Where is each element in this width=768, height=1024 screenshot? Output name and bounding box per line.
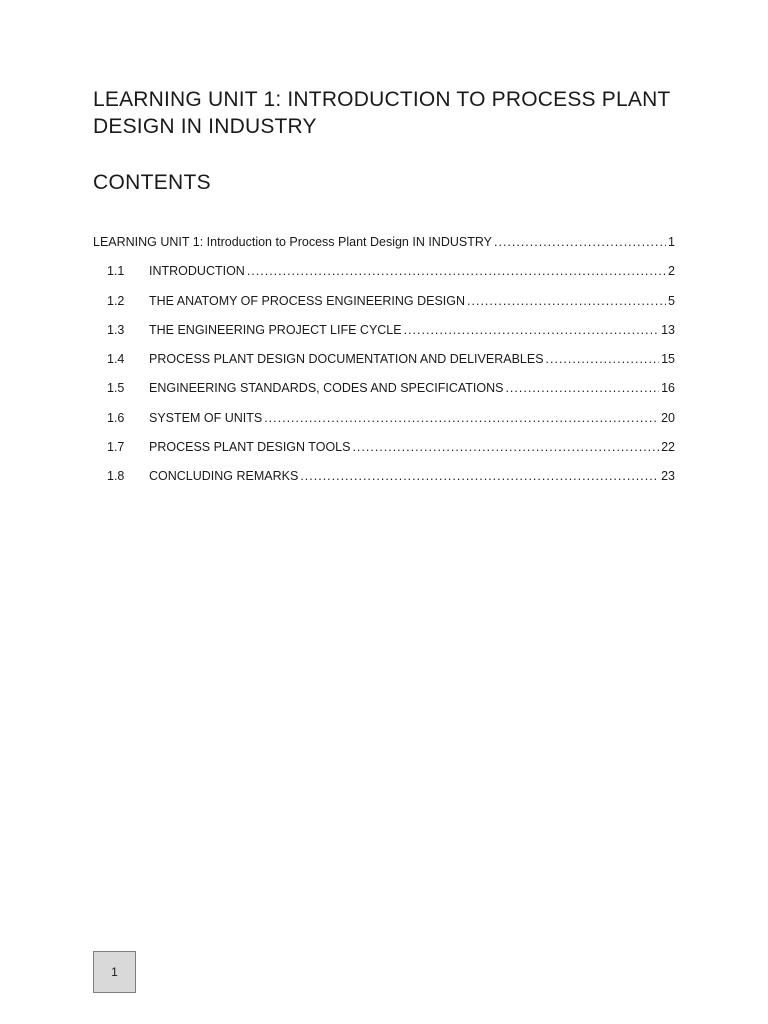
toc-entry-number: 1.3 xyxy=(107,322,125,337)
page-number: 1 xyxy=(111,965,118,979)
toc-entry-page: 20 xyxy=(661,410,675,425)
toc-dot-leader xyxy=(467,291,666,311)
toc-entry-page: 15 xyxy=(661,352,675,367)
contents-heading: CONTENTS xyxy=(93,171,211,194)
toc-entry-1-1[interactable] xyxy=(93,261,675,290)
toc-entry-page: 16 xyxy=(661,381,675,396)
toc-dot-leader xyxy=(494,232,666,252)
toc-entry-page: 1 xyxy=(668,235,675,249)
toc-entry-number: 1.1 xyxy=(107,264,125,279)
toc-entry-title: ENGINEERING STANDARDS, CODES AND SPECIFICATIONS xyxy=(149,381,504,396)
toc-dot-leader xyxy=(404,320,659,340)
toc-entry-1-7[interactable] xyxy=(93,437,675,466)
toc-entry-title: PROCESS PLANT DESIGN TOOLS xyxy=(149,440,351,455)
toc-entry-page: 13 xyxy=(661,322,675,337)
toc-entry-1-3[interactable] xyxy=(93,320,675,349)
toc-dot-leader xyxy=(546,349,660,369)
toc-entry-page: 2 xyxy=(668,264,675,279)
toc-dot-leader xyxy=(505,378,659,398)
page-number-box xyxy=(93,951,136,993)
toc-entry-title: PROCESS PLANT DESIGN DOCUMENTATION AND DELIVERABLES xyxy=(149,352,544,367)
toc-dot-leader xyxy=(264,408,659,428)
table-of-contents xyxy=(93,232,675,496)
toc-entry-page: 22 xyxy=(661,440,675,455)
toc-entry-number: 1.2 xyxy=(107,293,125,308)
toc-entry-page: 23 xyxy=(661,469,675,484)
toc-entry-1-6[interactable] xyxy=(93,408,675,437)
toc-entry-title: THE ANATOMY OF PROCESS ENGINEERING DESIGN xyxy=(149,293,466,308)
toc-entry-title: INTRODUCTION xyxy=(149,264,245,279)
toc-dot-leader xyxy=(247,261,666,281)
toc-entry-number: 1.6 xyxy=(107,410,125,425)
toc-entry-number: 1.5 xyxy=(107,381,125,396)
toc-entry-number: 1.8 xyxy=(107,469,125,484)
toc-entry-title: SYSTEM OF UNITS xyxy=(149,410,263,425)
toc-entry-1-4[interactable] xyxy=(93,349,675,378)
toc-entry-1-5[interactable] xyxy=(93,378,675,407)
toc-entry-title: LEARNING UNIT 1: Introduction to Process Plant Design IN INDUSTRY xyxy=(93,235,492,249)
toc-dot-leader xyxy=(300,466,659,486)
toc-entry-number: 1.4 xyxy=(107,352,125,367)
toc-entry-1-8[interactable] xyxy=(93,466,675,495)
toc-entry-1-2[interactable] xyxy=(93,291,675,320)
toc-entry-title: CONCLUDING REMARKS xyxy=(149,469,299,484)
toc-dot-leader xyxy=(352,437,659,457)
toc-entry-title: THE ENGINEERING PROJECT LIFE CYCLE xyxy=(149,322,402,337)
page-title: LEARNING UNIT 1: INTRODUCTION TO PROCESS PLANT DESIGN IN INDUSTRY xyxy=(93,88,671,138)
toc-entry-page: 5 xyxy=(668,293,675,308)
toc-entry-unit-1[interactable] xyxy=(93,232,675,261)
toc-entry-number: 1.7 xyxy=(107,440,125,455)
